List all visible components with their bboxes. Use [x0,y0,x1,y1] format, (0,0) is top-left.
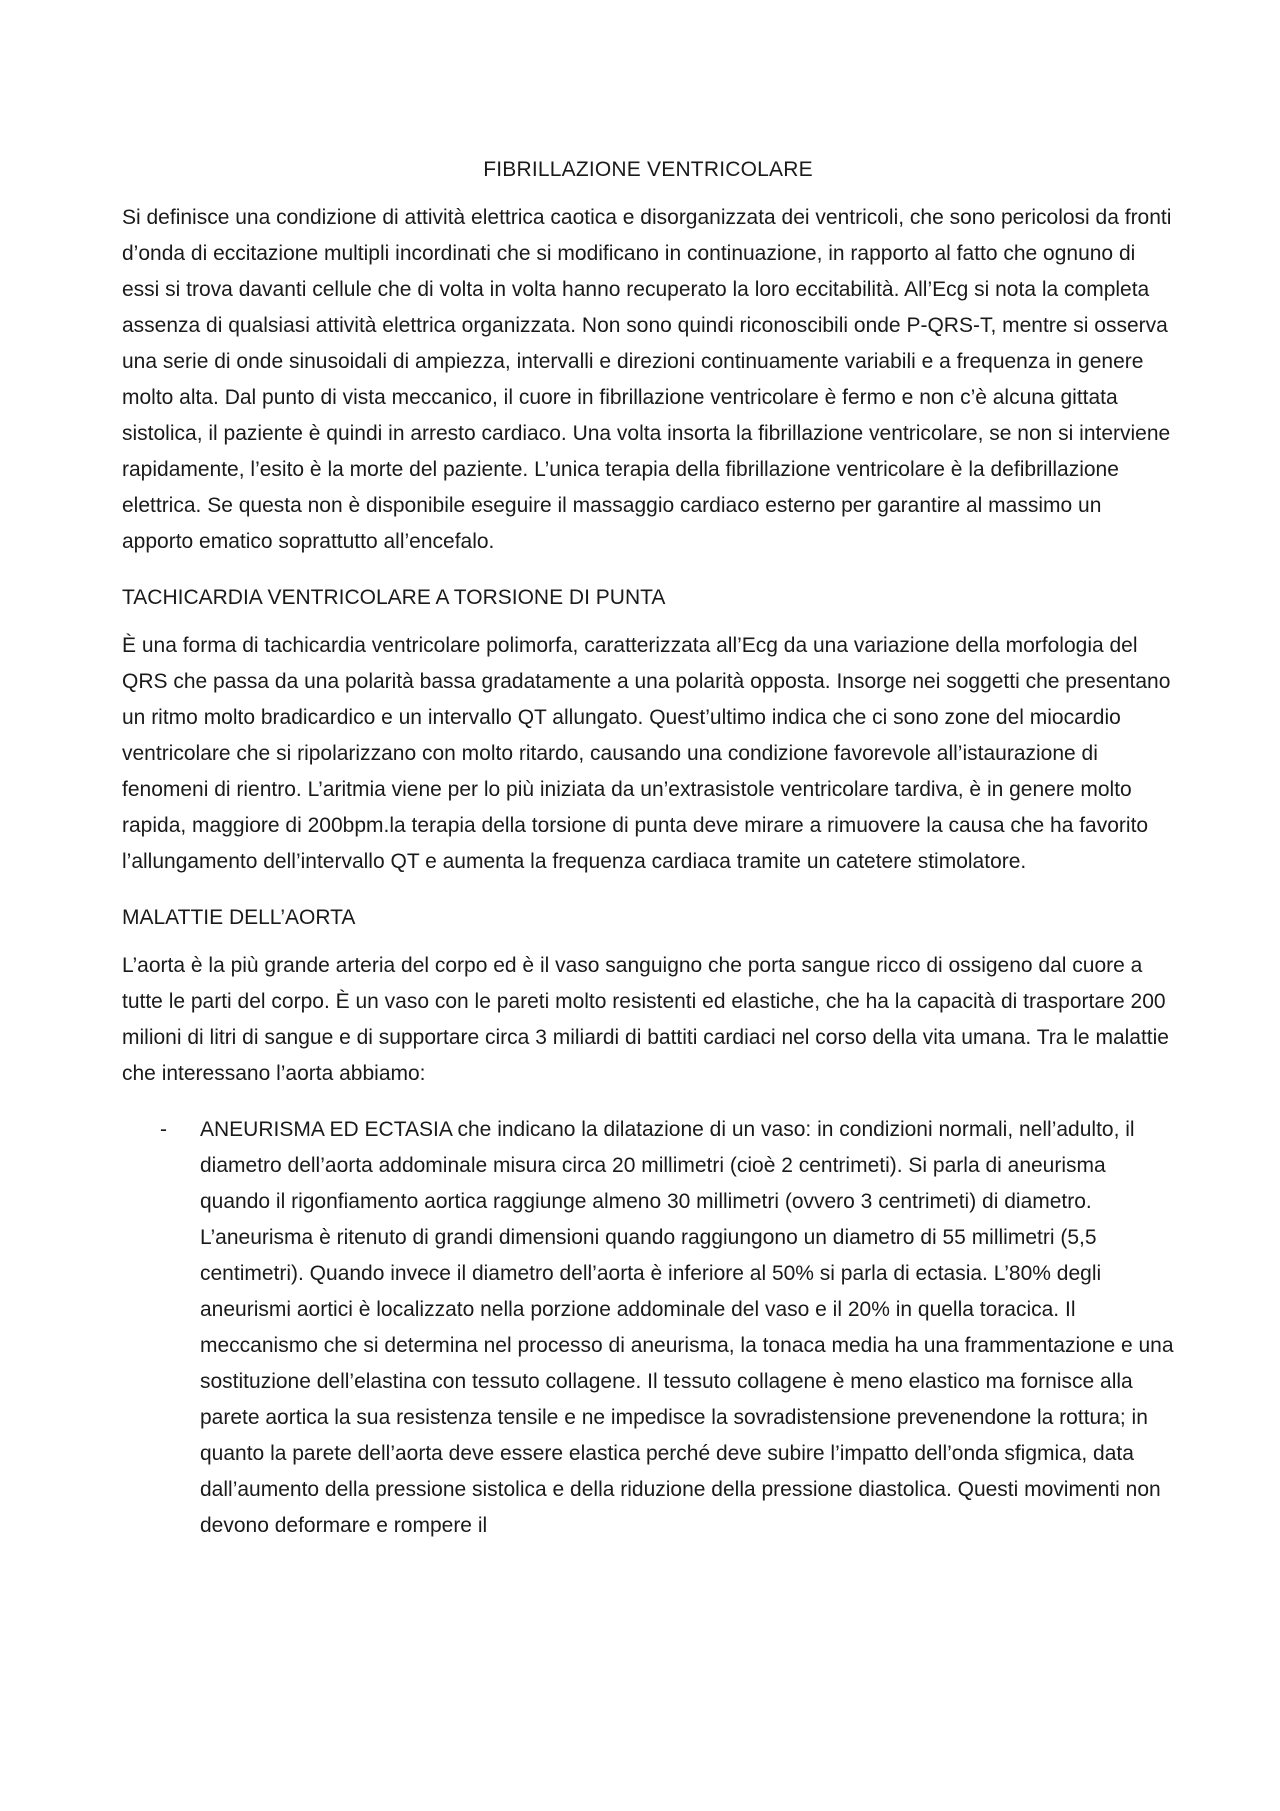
document-page [122,152,1174,1544]
list-item-text: ANEURISMA ED ECTASIA che indicano la dilatazione di un vaso: in condizioni normali, nell’adulto, il diametro dell’aorta addominale misura circa 20 millimetri (cioè 2 centrimeti). Si parla di aneurisma quando il rigonfiamento aortica raggiunge almeno 30 millimetri (ovvero 3 centrimeti) di diametro. L’aneurisma è ritenuto di grandi dimensioni quando raggiungono un diametro di 55 millimetri (5,5 centimetri). Quando invece il diametro dell’aorta è inferiore al 50% si parla di ectasia. L’80% degli aneurismi aortici è localizzato nella porzione addominale del vaso e il 20% in quella toracica. Il meccanismo che si determina nel processo di aneurisma, la tonaca media ha una frammentazione e una sostituzione dell’elastina con tessuto collagene. Il tessuto collagene è meno elastico ma fornisce alla parete aortica la sua resistenza tensile e ne impedisce la sovradistensione prevenendone la rottura; in quanto la parete dell’aorta deve essere elastica perché deve subire l’impatto dell’onda sfigmica, data dall’aumento della pressione sistolica e della riduzione della pressione diastolica. Questi movimenti non devono deformare e rompere il [200,1118,1174,1537]
section-body-aorta: L’aorta è la più grande arteria del corpo ed è il vaso sanguigno che porta sangue ricco di ossigeno dal cuore a tutte le parti del corpo. È un vaso con le pareti molto resistenti ed elastiche, che ha la capacità di trasportare 200 milioni di litri di sangue e di supportare circa 3 miliardi di battiti cardiaci nel corso della vita umana. Tra le malattie che interessano l’aorta abbiamo: [122,954,1169,1085]
section-title-tachicardia: TACHICARDIA VENTRICOLARE A TORSIONE DI PUNTA [122,586,666,609]
section-body-fibrillazione: Si definisce una condizione di attività elettrica caotica e disorganizzata dei ventricoli, che sono pericolosi da fronti d’onda di eccitazione multipli incordinati che si modificano in continuazione, in rapporto al fatto che ognuno di essi si trova davanti cellule che di volta in volta hanno recuperato la loro eccitabilità. All’Ecg si nota la completa assenza di qualsiasi attività elettrica organizzata. Non sono quindi riconoscibili onde P-QRS-T, mentre si osserva una serie di onde sinusoidali di ampiezza, intervalli e direzioni continuamente variabili e a frequenza in genere molto alta. Dal punto di vista meccanico, il cuore in fibrillazione ventricolare è fermo e non c’è alcuna gittata sistolica, il paziente è quindi in arresto cardiaco. Una volta insorta la fibrillazione ventricolare, se non si interviene rapidamente, l’esito è la morte del paziente. L’unica terapia della fibrillazione ventricolare è la defibrillazione elettrica. Se questa non è disponibile eseguire il massaggio cardiaco esterno per garantire al massimo un apporto ematico soprattutto all’encefalo. [122,206,1172,553]
section-title-aorta: MALATTIE DELL’AORTA [122,906,356,929]
section-body-tachicardia: È una forma di tachicardia ventricolare polimorfa, caratterizzata all’Ecg da una variazione della morfologia del QRS che passa da una polarità bassa gradatamente a una polarità opposta. Insorge nei soggetti che presentano un ritmo molto bradicardico e un intervallo QT allungato. Quest’ultimo indica che ci sono zone del miocardio ventricolare che si ripolarizzano con molto ritardo, causando una condizione favorevole all’istaurazione di fenomeni di rientro. L’aritmia viene per lo più iniziata da un’extrasistole ventricolare tardiva, è in genere molto rapida, maggiore di 200bpm.la terapia della torsione di punta deve mirare a rimuovere la causa che ha favorito l’allungamento dell’intervallo QT e aumenta la frequenza cardiaca tramite un catetere stimolatore. [122,634,1171,873]
section-title-fibrillazione: FIBRILLAZIONE VENTRICOLARE [483,158,813,181]
bullet-marker: - [160,1118,167,1141]
aorta-diseases-list [122,1112,1174,1544]
list-item-aneurisma [122,1112,1174,1544]
